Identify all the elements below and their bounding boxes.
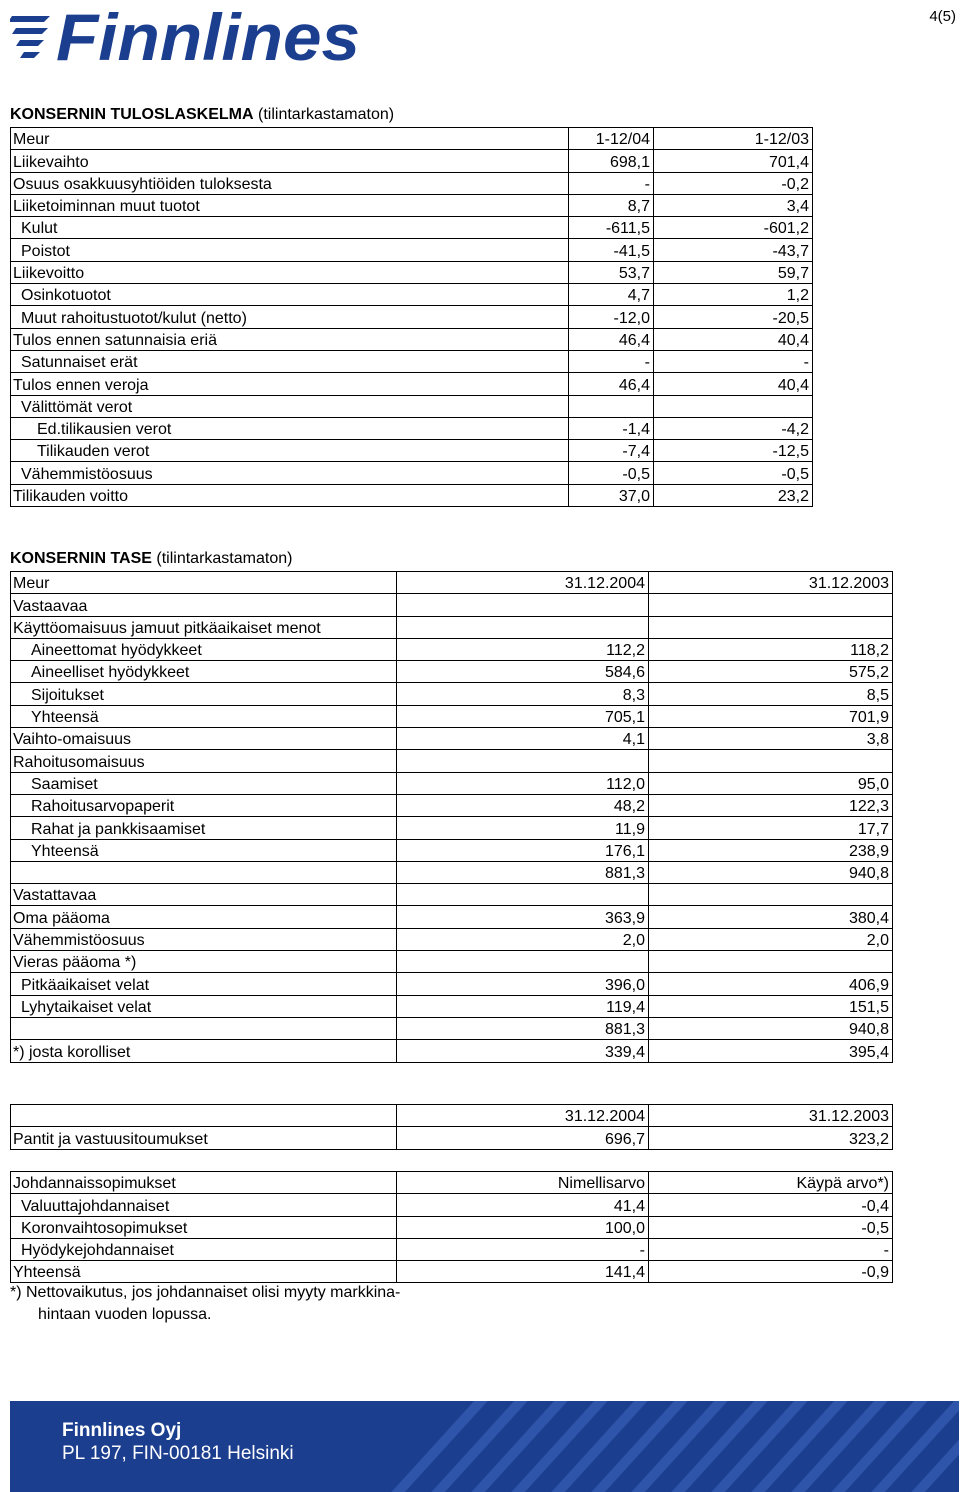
- row-label: Oma pääoma: [11, 906, 397, 928]
- value-col-2: 40,4: [654, 373, 813, 395]
- row-label: Johdannaissopimukset: [11, 1172, 397, 1194]
- row-label: Liikevaihto: [11, 150, 569, 172]
- row-label: *) josta korolliset: [11, 1040, 397, 1062]
- value-col-1: 112,0: [397, 772, 649, 794]
- table-row: [11, 1040, 893, 1062]
- row-label: Ed.tilikausien verot: [11, 417, 569, 439]
- income-statement-title: KONSERNIN TULOSLASKELMA (tilintarkastamaton): [10, 106, 395, 123]
- value-col-1: -: [569, 350, 654, 372]
- value-col-1: [397, 616, 649, 638]
- value-col-1: 2,0: [397, 928, 649, 950]
- table-row: [11, 150, 813, 172]
- value-col-1: 119,4: [397, 995, 649, 1017]
- value-col-1: 363,9: [397, 906, 649, 928]
- value-col-1: -: [569, 172, 654, 194]
- value-col-1: 881,3: [397, 861, 649, 883]
- table-row: [11, 572, 893, 594]
- value-col-2: 1,2: [654, 284, 813, 306]
- row-label: Poistot: [11, 239, 569, 261]
- value-col-1: 1-12/04: [569, 128, 654, 150]
- value-col-2: -0,5: [654, 462, 813, 484]
- table-row: [11, 194, 813, 216]
- value-col-1: 31.12.2004: [397, 1105, 649, 1127]
- value-col-2: [649, 616, 893, 638]
- derivatives-footnote: *) Nettovaikutus, jos johdannaiset olisi myyty markkina- hintaan vuoden lopussa.: [10, 1284, 401, 1323]
- table-row: [11, 973, 893, 995]
- table-row: [11, 705, 893, 727]
- value-col-1: 141,4: [397, 1261, 649, 1283]
- value-col-2: 8,5: [649, 683, 893, 705]
- value-col-1: 176,1: [397, 839, 649, 861]
- value-col-2: 95,0: [649, 772, 893, 794]
- value-col-2: -0,5: [649, 1216, 893, 1238]
- table-row: [11, 350, 813, 372]
- value-col-2: 940,8: [649, 1017, 893, 1039]
- row-label: Pitkäaikaiset velat: [11, 973, 397, 995]
- value-col-1: 584,6: [397, 661, 649, 683]
- value-col-1: 705,1: [397, 705, 649, 727]
- row-label: Tilikauden voitto: [11, 484, 569, 506]
- value-col-2: 323,2: [649, 1127, 893, 1149]
- row-label: Rahat ja pankkisaamiset: [11, 817, 397, 839]
- value-col-2: -0,9: [649, 1261, 893, 1283]
- row-label: Muut rahoitustuotot/kulut (netto): [11, 306, 569, 328]
- row-label: Liikevoitto: [11, 261, 569, 283]
- value-col-1: [397, 750, 649, 772]
- value-col-1: 112,2: [397, 638, 649, 660]
- value-col-2: 23,2: [654, 484, 813, 506]
- footer-address: PL 197, FIN-00181 Helsinki: [62, 1443, 294, 1464]
- value-col-2: 701,4: [654, 150, 813, 172]
- row-label: Yhteensä: [11, 839, 397, 861]
- value-col-1: -0,5: [569, 462, 654, 484]
- income-statement-table: [10, 127, 813, 507]
- row-label: Valuuttajohdannaiset: [11, 1194, 397, 1216]
- value-col-2: -0,4: [649, 1194, 893, 1216]
- value-col-2: 122,3: [649, 794, 893, 816]
- value-col-2: 2,0: [649, 928, 893, 950]
- value-col-2: -4,2: [654, 417, 813, 439]
- value-col-1: 8,3: [397, 683, 649, 705]
- value-col-1: 48,2: [397, 794, 649, 816]
- value-col-1: Nimellisarvo: [397, 1172, 649, 1194]
- value-col-1: [569, 395, 654, 417]
- row-label: Vastattavaa: [11, 884, 397, 906]
- table-row: [11, 217, 813, 239]
- value-col-1: 4,1: [397, 728, 649, 750]
- value-col-2: 40,4: [654, 328, 813, 350]
- value-col-1: -41,5: [569, 239, 654, 261]
- row-label: Osinkotuotot: [11, 284, 569, 306]
- value-col-2: [649, 884, 893, 906]
- derivatives-table: [10, 1171, 893, 1283]
- value-col-2: -: [654, 350, 813, 372]
- table-row: [11, 772, 893, 794]
- row-label: Meur: [11, 572, 397, 594]
- value-col-2: 3,4: [654, 194, 813, 216]
- value-col-2: [649, 951, 893, 973]
- value-col-1: [397, 594, 649, 616]
- value-col-1: 396,0: [397, 973, 649, 995]
- page-number: 4(5): [929, 8, 956, 25]
- value-col-2: [649, 750, 893, 772]
- row-label: Osuus osakkuusyhtiöiden tuloksesta: [11, 172, 569, 194]
- balance-sheet-title: KONSERNIN TASE (tilintarkastamaton): [10, 550, 293, 567]
- row-label: [11, 1105, 397, 1127]
- table-row: [11, 594, 893, 616]
- table-row: [11, 884, 893, 906]
- row-label: Vähemmistöosuus: [11, 928, 397, 950]
- value-col-1: -1,4: [569, 417, 654, 439]
- value-col-1: [397, 884, 649, 906]
- value-col-2: -601,2: [654, 217, 813, 239]
- value-col-2: -43,7: [654, 239, 813, 261]
- table-row: [11, 328, 813, 350]
- table-row: [11, 306, 813, 328]
- value-col-2: 395,4: [649, 1040, 893, 1062]
- value-col-1: 31.12.2004: [397, 572, 649, 594]
- row-label: Vaihto-omaisuus: [11, 728, 397, 750]
- value-col-1: 37,0: [569, 484, 654, 506]
- value-col-2: 31.12.2003: [649, 1105, 893, 1127]
- row-label: Tulos ennen veroja: [11, 373, 569, 395]
- value-col-2: -0,2: [654, 172, 813, 194]
- value-col-2: 118,2: [649, 638, 893, 660]
- finnlines-logo: [10, 4, 362, 66]
- value-col-2: 701,9: [649, 705, 893, 727]
- value-col-1: -12,0: [569, 306, 654, 328]
- row-label: Meur: [11, 128, 569, 150]
- value-col-2: [654, 395, 813, 417]
- table-row: [11, 794, 893, 816]
- row-label: Vastaavaa: [11, 594, 397, 616]
- value-col-2: 151,5: [649, 995, 893, 1017]
- footer-company: Finnlines Oyj: [62, 1420, 182, 1441]
- value-col-1: 881,3: [397, 1017, 649, 1039]
- row-label: Välittömät verot: [11, 395, 569, 417]
- value-col-1: 46,4: [569, 373, 654, 395]
- value-col-2: 59,7: [654, 261, 813, 283]
- footer-banner: [10, 1401, 959, 1492]
- value-col-1: 696,7: [397, 1127, 649, 1149]
- value-col-2: -12,5: [654, 440, 813, 462]
- table-row: [11, 817, 893, 839]
- value-col-2: 940,8: [649, 861, 893, 883]
- commitments-table: [10, 1104, 893, 1150]
- table-row: [11, 638, 893, 660]
- value-col-2: 238,9: [649, 839, 893, 861]
- value-col-2: 380,4: [649, 906, 893, 928]
- value-col-2: 575,2: [649, 661, 893, 683]
- row-label: Rahoitusarvopaperit: [11, 794, 397, 816]
- row-label: Sijoitukset: [11, 683, 397, 705]
- row-label: [11, 861, 397, 883]
- value-col-1: -: [397, 1238, 649, 1260]
- value-col-1: 339,4: [397, 1040, 649, 1062]
- value-col-1: 46,4: [569, 328, 654, 350]
- table-row: [11, 928, 893, 950]
- row-label: Hyödykejohdannaiset: [11, 1238, 397, 1260]
- table-row: [11, 1194, 893, 1216]
- table-row: [11, 683, 893, 705]
- value-col-1: 4,7: [569, 284, 654, 306]
- table-row: [11, 395, 813, 417]
- row-label: Kulut: [11, 217, 569, 239]
- row-label: Tilikauden verot: [11, 440, 569, 462]
- value-col-1: 698,1: [569, 150, 654, 172]
- row-label: Yhteensä: [11, 1261, 397, 1283]
- table-row: [11, 1127, 893, 1149]
- value-col-2: 406,9: [649, 973, 893, 995]
- value-col-2: [649, 594, 893, 616]
- value-col-1: -7,4: [569, 440, 654, 462]
- value-col-1: 100,0: [397, 1216, 649, 1238]
- table-row: [11, 440, 813, 462]
- value-col-1: 53,7: [569, 261, 654, 283]
- value-col-1: 11,9: [397, 817, 649, 839]
- table-row: [11, 750, 893, 772]
- table-row: [11, 261, 813, 283]
- table-row: [11, 1172, 893, 1194]
- table-row: [11, 861, 893, 883]
- table-row: [11, 839, 893, 861]
- table-row: [11, 906, 893, 928]
- row-label: Tulos ennen satunnaisia eriä: [11, 328, 569, 350]
- brand-name: Finnlines: [56, 4, 360, 66]
- value-col-2: 1-12/03: [654, 128, 813, 150]
- row-label: Saamiset: [11, 772, 397, 794]
- table-row: [11, 417, 813, 439]
- value-col-2: -20,5: [654, 306, 813, 328]
- row-label: Käyttöomaisuus jamuut pitkäaikaiset menot: [11, 616, 397, 638]
- table-row: [11, 239, 813, 261]
- table-row: [11, 284, 813, 306]
- table-row: [11, 128, 813, 150]
- row-label: Aineettomat hyödykkeet: [11, 638, 397, 660]
- row-label: Vähemmistöosuus: [11, 462, 569, 484]
- value-col-1: 41,4: [397, 1194, 649, 1216]
- table-row: [11, 462, 813, 484]
- table-row: [11, 1216, 893, 1238]
- value-col-2: 31.12.2003: [649, 572, 893, 594]
- row-label: Rahoitusomaisuus: [11, 750, 397, 772]
- table-row: [11, 995, 893, 1017]
- table-row: [11, 1105, 893, 1127]
- row-label: Koronvaihtosopimukset: [11, 1216, 397, 1238]
- row-label: [11, 1017, 397, 1039]
- table-row: [11, 1238, 893, 1260]
- row-label: Pantit ja vastuusitoumukset: [11, 1127, 397, 1149]
- table-row: [11, 484, 813, 506]
- value-col-1: [397, 951, 649, 973]
- table-row: [11, 1017, 893, 1039]
- value-col-1: 8,7: [569, 194, 654, 216]
- table-row: [11, 728, 893, 750]
- balance-sheet-table: [10, 571, 893, 1063]
- value-col-2: 3,8: [649, 728, 893, 750]
- table-row: [11, 172, 813, 194]
- table-row: [11, 1261, 893, 1283]
- row-label: Vieras pääoma *): [11, 951, 397, 973]
- value-col-2: 17,7: [649, 817, 893, 839]
- value-col-2: Käypä arvo*): [649, 1172, 893, 1194]
- table-row: [11, 951, 893, 973]
- row-label: Lyhytaikaiset velat: [11, 995, 397, 1017]
- table-row: [11, 373, 813, 395]
- row-label: Satunnaiset erät: [11, 350, 569, 372]
- value-col-2: -: [649, 1238, 893, 1260]
- row-label: Yhteensä: [11, 705, 397, 727]
- table-row: [11, 661, 893, 683]
- row-label: Aineelliset hyödykkeet: [11, 661, 397, 683]
- value-col-1: -611,5: [569, 217, 654, 239]
- row-label: Liiketoiminnan muut tuotot: [11, 194, 569, 216]
- table-row: [11, 616, 893, 638]
